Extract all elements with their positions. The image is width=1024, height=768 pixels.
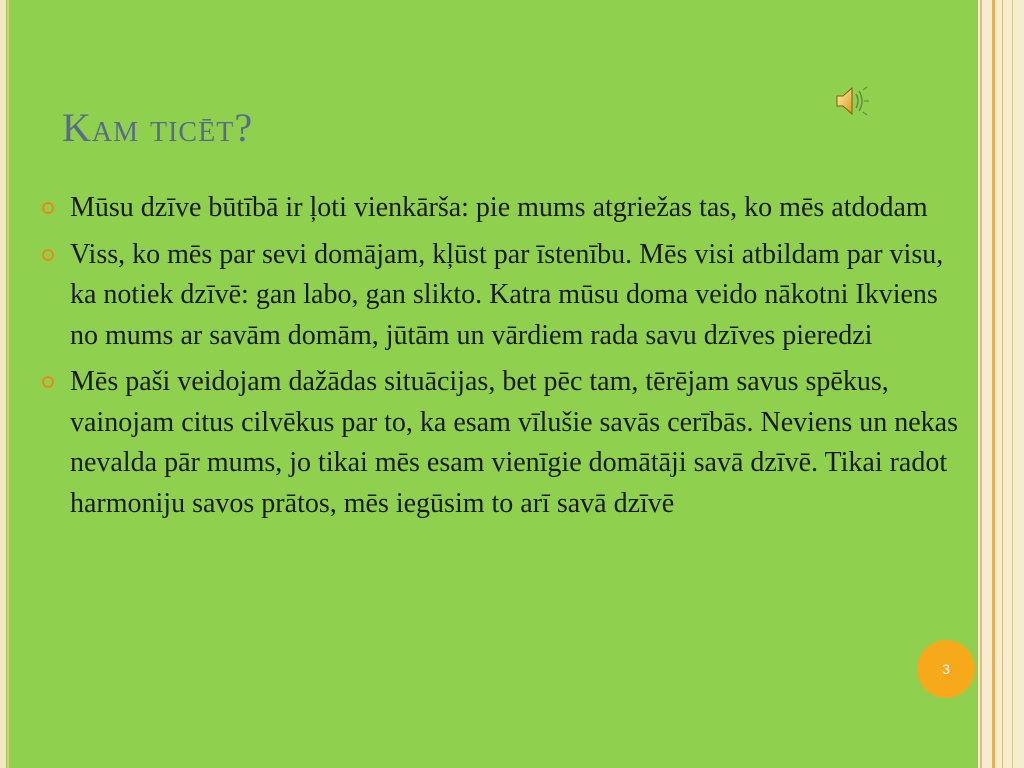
right-border-line: [992, 0, 995, 768]
slide-title: Kam ticēt?: [62, 105, 254, 150]
bullet-list: [42, 188, 967, 530]
bullet-text: Viss, ko mēs par sevi domājam, kļūst par īstenību. Mēs visi atbildam par visu, ka notiek dzīvē: gan labo, gan slikto. Katra mūsu doma veido nākotni Ikviens no mums ar savām domām, jūtām un vārdiem rada savu dzīves pieredzi: [70, 238, 944, 351]
page-number: 3: [942, 661, 950, 677]
list-item: [42, 188, 967, 229]
list-item: [42, 235, 967, 357]
right-border-line: [980, 0, 982, 768]
bullet-text: Mēs paši veidojam dažādas situācijas, bet pēc tam, tērējam savus spēkus, vainojam citus cilvēkus par to, ka esam vīlušie savās cerībās. Neviens un nekas nevalda pār mums, jo tikai mēs esam vienīgie domātāji savā dzīvē. Tikai radot harmoniju savos prātos, mēs iegūsim to arī savā dzīvē: [70, 366, 958, 519]
bullet-icon: [42, 376, 54, 388]
left-border-stripe: [0, 0, 6, 768]
right-border-band: [978, 0, 1024, 768]
bullet-icon: [42, 249, 54, 261]
speaker-icon[interactable]: [834, 84, 870, 118]
bullet-text: Mūsu dzīve būtībā ir ļoti vienkārša: pie mums atgriežas tas, ko mēs atdodam: [70, 192, 928, 223]
right-border-line: [1012, 0, 1013, 768]
right-border-line: [1002, 0, 1003, 768]
bullet-icon: [42, 202, 54, 214]
left-border-line: [7, 0, 9, 768]
page-number-badge: [917, 640, 975, 698]
list-item: [42, 362, 967, 524]
